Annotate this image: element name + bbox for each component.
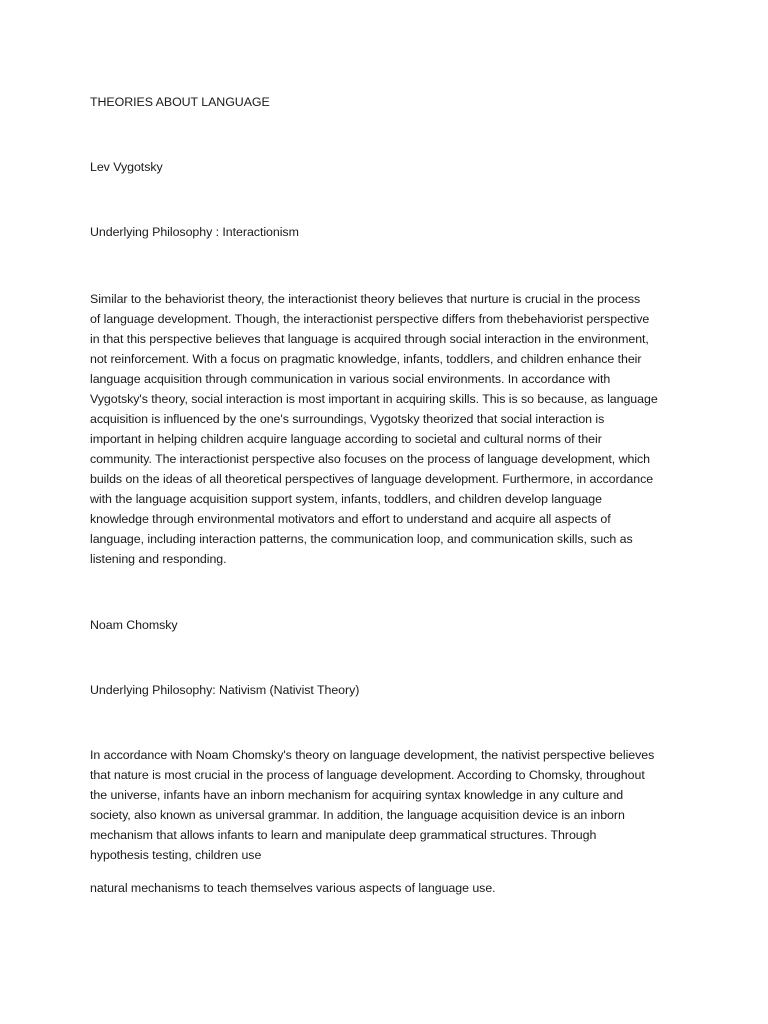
- paragraph-line: language acquisition through communication in various social environments. In accordance with: [90, 372, 611, 386]
- section-author-chomsky: Noam Chomsky: [90, 618, 178, 632]
- paragraph-line: society, also known as universal grammar. In addition, the language acquisition device is an inborn: [90, 808, 625, 822]
- section-philosophy-interactionism: Underlying Philosophy : Interactionism: [90, 225, 299, 239]
- paragraph-line: with the language acquisition support system, infants, toddlers, and children develop language: [90, 492, 602, 506]
- paragraph-line: language, including interaction patterns, the communication loop, and communication skills, such as: [90, 532, 633, 546]
- paragraph-interactionism: [90, 289, 690, 569]
- paragraph-line: In accordance with Noam Chomsky's theory on language development, the nativist perspective believes: [90, 748, 655, 762]
- paragraph-line: the universe, infants have an inborn mechanism for acquiring syntax knowledge in any culture and: [90, 788, 624, 802]
- paragraph-line: of language development. Though, the interactionist perspective differs from thebehaviorist perspective: [90, 312, 650, 326]
- paragraph-line: listening and responding.: [90, 552, 227, 566]
- section-philosophy-nativism: Underlying Philosophy: Nativism (Nativist Theory): [90, 683, 360, 697]
- paragraph-line: hypothesis testing, children use: [90, 848, 262, 862]
- paragraph-line: that nature is most crucial in the process of language development. According to Chomsky, throughout: [90, 768, 645, 782]
- paragraph-line: acquisition is influenced by the one's surroundings, Vygotsky theorized that social interaction is: [90, 412, 605, 426]
- paragraph-line: builds on the ideas of all theoretical perspectives of language development. Furthermore, in accordance: [90, 472, 654, 486]
- paragraph-nativism: [90, 745, 690, 865]
- section-author-vygotsky: Lev Vygotsky: [90, 160, 163, 174]
- paragraph-line: in that this perspective believes that language is acquired through social interaction in the environment,: [90, 332, 649, 346]
- paragraph-line: not reinforcement. With a focus on pragmatic knowledge, infants, toddlers, and children enhance their: [90, 352, 642, 366]
- paragraph-line: knowledge through environmental motivators and effort to understand and acquire all aspects of: [90, 512, 611, 526]
- paragraph-line: community. The interactionist perspective also focuses on the process of language development, which: [90, 452, 651, 466]
- document-title: THEORIES ABOUT LANGUAGE: [90, 95, 270, 109]
- paragraph-line: Vygotsky's theory, social interaction is most important in acquiring skills. This is so because, as language: [90, 392, 658, 406]
- paragraph-line: mechanism that allows infants to learn and manipulate deep grammatical structures. Through: [90, 828, 597, 842]
- paragraph-line: important in helping children acquire language according to societal and cultural norms of their: [90, 432, 602, 446]
- paragraph-continuation: natural mechanisms to teach themselves various aspects of language use.: [90, 881, 496, 895]
- paragraph-line: Similar to the behaviorist theory, the interactionist theory believes that nurture is crucial in the process: [90, 292, 641, 306]
